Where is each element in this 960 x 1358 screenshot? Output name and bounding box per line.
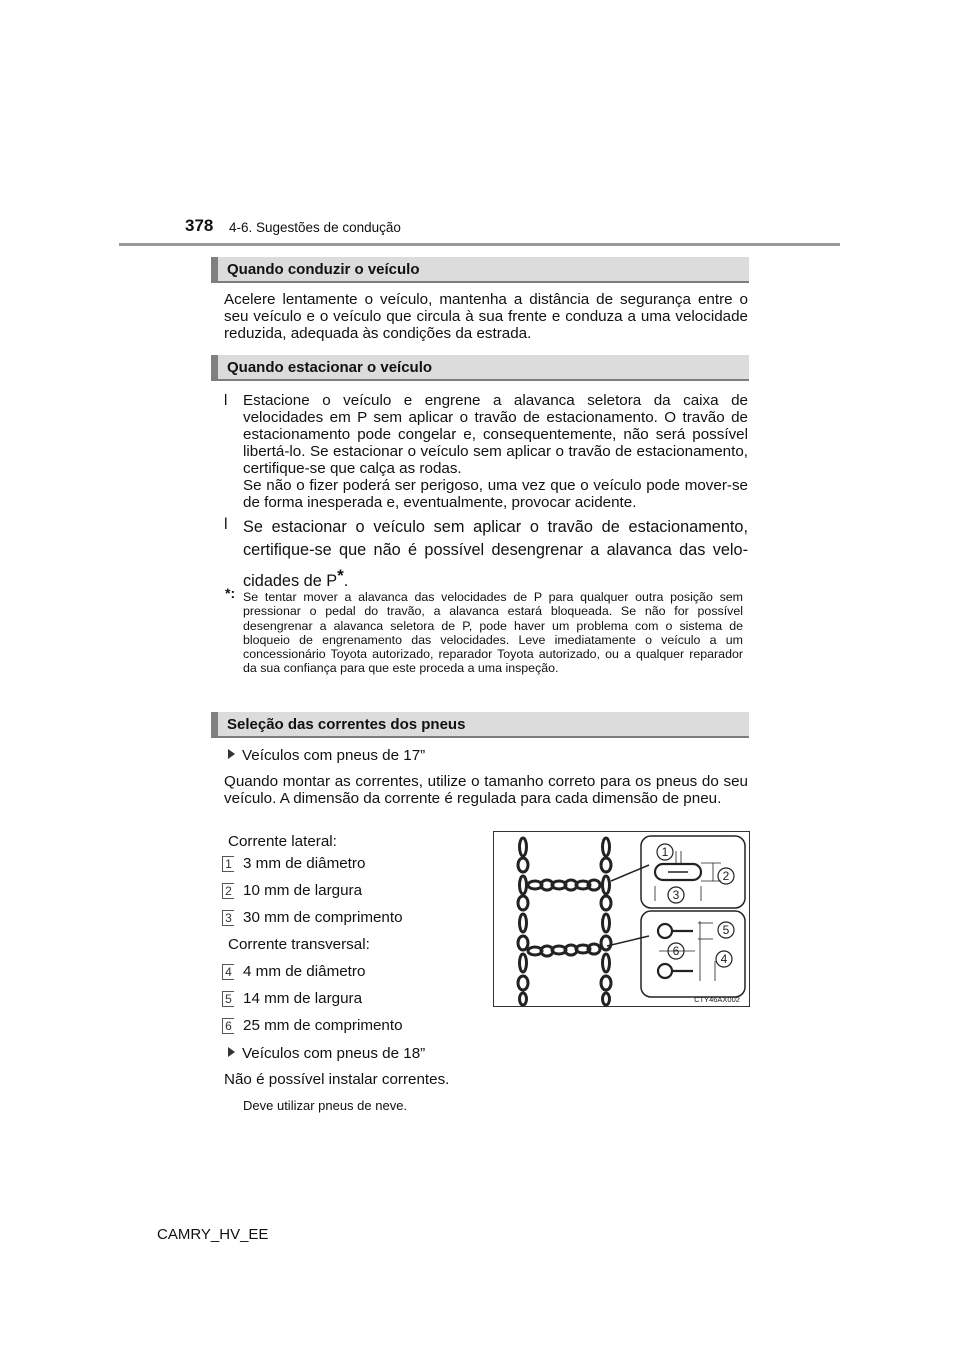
tire-chain-diagram [493, 831, 750, 1007]
number-marker-2: 2 [222, 883, 234, 899]
cross-chain-label: Corrente transversal: [228, 936, 370, 953]
subheading-17-text: Veículos com pneus de 17” [242, 747, 426, 764]
number-marker-4: 4 [222, 964, 234, 980]
heading-driving [211, 257, 749, 283]
header-rule [119, 243, 840, 246]
parking-bullet-2-line-1: Se estacionar o veículo sem aplicar o travão de estacionamento, [243, 518, 748, 536]
figure-code: CTY46AX002 [694, 995, 740, 1004]
footnote-mark: *: [225, 585, 236, 601]
period: . [343, 572, 349, 590]
triangle-bullet-icon [228, 1047, 235, 1057]
section-title: 4-6. Sugestões de condução [229, 220, 401, 235]
parking-bullet-2-line-2: certifique-se que não é possível desengrenar a alavanca das velo- [243, 541, 748, 559]
heading-chains-text: Seleção das correntes dos pneus [227, 716, 466, 733]
bullet-mark: l [224, 516, 228, 533]
footnote-text: Se tentar mover a alavanca das velocidades de P para qualquer outra posição sem pressionar o pedal do travão, a alavanca estará bloqueada. Se não for possível desengrenar a alavanca seletora de P, pode haver um problema com o sistema de bloqueio de engrenamento das velocidades. Leve imediatamente o veículo a um concessionário Toyota autorizado, reparador Toyota autorizado, ou a qualquer reparador da sua confiança para que este proceda a uma inspeção. [243, 590, 743, 676]
number-marker-1: 1 [222, 856, 234, 872]
callout-6: 6 [672, 944, 680, 958]
figure-frame [494, 832, 750, 1007]
subheading-17 [228, 747, 425, 764]
snow-tires-note: Deve utilizar pneus de neve. [243, 1098, 408, 1113]
side-chain-label: Corrente lateral: [228, 833, 337, 850]
parking-bullet-2-line-3-text: cidades de P [243, 572, 338, 590]
heading-bar [211, 712, 218, 736]
parking-bullet-2 [243, 516, 748, 593]
item-3: 30 mm de comprimento [243, 909, 403, 926]
chains-intro: Quando montar as correntes, utilize o tamanho correto para os pneus do seu veículo. A dimensão da corrente é regulada para cada dimensão de pneu. [224, 773, 748, 807]
heading-chains [211, 712, 749, 738]
parking-bullet-1-extra: Se não o fizer poderá ser perigoso, uma vez que o veículo pode mover-se de forma inesperada e, eventualmente, provocar acidente. [243, 477, 748, 511]
item-5: 14 mm de largura [243, 990, 363, 1007]
no-chains-text: Não é possível instalar correntes. [224, 1071, 450, 1088]
bullet-mark: l [224, 392, 228, 409]
item-1: 3 mm de diâmetro [243, 855, 366, 872]
model-code: CAMRY_HV_EE [157, 1226, 269, 1243]
heading-bar [211, 257, 218, 281]
item-4: 4 mm de diâmetro [243, 963, 366, 980]
heading-parking [211, 355, 749, 381]
triangle-bullet-icon [228, 749, 235, 759]
heading-bar [211, 355, 218, 379]
number-marker-5: 5 [222, 991, 234, 1007]
item-6: 25 mm de comprimento [243, 1017, 403, 1034]
parking-bullet-1: Estacione o veículo e engrene a alavanca seletora da caixa de velocidades em P sem aplicar o travão de estacionamento. O travão de estacionamento pode congelar e, consequentemente, não será possível libertá-lo. Se estacionar o veículo sem aplicar o travão de estacionamento, certifique-se que calça as rodas. [243, 392, 748, 477]
callout-1: 1 [661, 845, 669, 859]
subheading-18-text: Veículos com pneus de 18” [242, 1045, 426, 1062]
heading-driving-text: Quando conduzir o veículo [227, 261, 420, 278]
callout-5: 5 [722, 923, 730, 937]
callout-4: 4 [720, 952, 728, 966]
heading-parking-text: Quando estacionar o veículo [227, 359, 433, 376]
parking-bullet-2-line-3 [243, 564, 748, 593]
driving-paragraph: Acelere lentamente o veículo, mantenha a distância de segurança entre o seu veículo e o veículo que circula à sua frente e conduza a uma velocidade reduzida, adequada às condições da estrada. [224, 291, 748, 342]
item-2: 10 mm de largura [243, 882, 363, 899]
callout-2: 2 [722, 869, 730, 883]
number-marker-6: 6 [222, 1018, 234, 1034]
callout-3: 3 [672, 888, 680, 902]
asterisk-mark: * [337, 566, 344, 585]
subheading-18 [228, 1045, 425, 1062]
page-number: 378 [185, 216, 214, 235]
number-marker-3: 3 [222, 910, 234, 926]
